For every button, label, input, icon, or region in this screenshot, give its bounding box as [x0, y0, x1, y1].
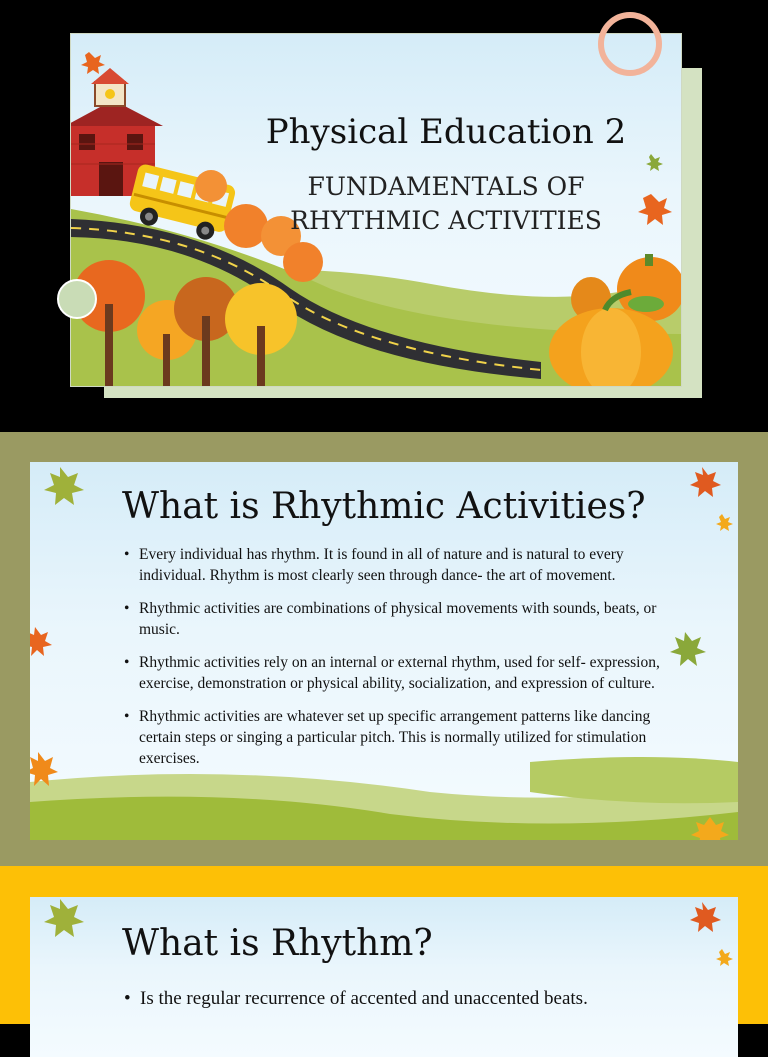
bullet-item: • Every individual has rhythm. It is found in all of nature and is natural to every individual. Rhythm is most clearly seen through dance- the art of movement. [124, 544, 664, 586]
ring-decoration-icon [598, 12, 662, 76]
bullet-item: • Is the regular recurrence of accented and unaccented beats. [124, 987, 644, 1011]
bullet-item: • Rhythmic activities are whatever set up specific arrangement patterns like dancing certain steps or singing a particular pitch. This is normally utilized for stimulation exercises. [124, 706, 664, 769]
slide-2-rhythmic-activities[interactable] [30, 462, 738, 840]
slide-3-bullet-list [124, 987, 644, 1011]
slide-2-title: What is Rhythmic Activities? [122, 486, 646, 527]
slide-1-title[interactable] [70, 33, 682, 387]
subtitle-line-2: RHYTHMIC ACTIVITIES [290, 206, 602, 235]
slide-3-background [30, 897, 738, 1057]
slide-2-bullet-list [124, 544, 664, 781]
bullet-item: • Rhythmic activities are combinations of physical movements with sounds, beats, or music. [124, 598, 664, 640]
subtitle-line-1: FUNDAMENTALS OF [307, 172, 585, 201]
bullet-item: • Rhythmic activities rely on an internal or external rhythm, used for self- expression, exercise, demonstration or physical ability, socialization, and expression of culture. [124, 652, 664, 694]
slide-3-title: What is Rhythm? [122, 923, 433, 964]
slide-3-rhythm[interactable] [30, 897, 738, 1057]
slide-1-subtitle [256, 170, 636, 238]
circle-decoration-icon [57, 279, 97, 319]
slide-1-title-text: Physical Education 2 [265, 112, 627, 152]
